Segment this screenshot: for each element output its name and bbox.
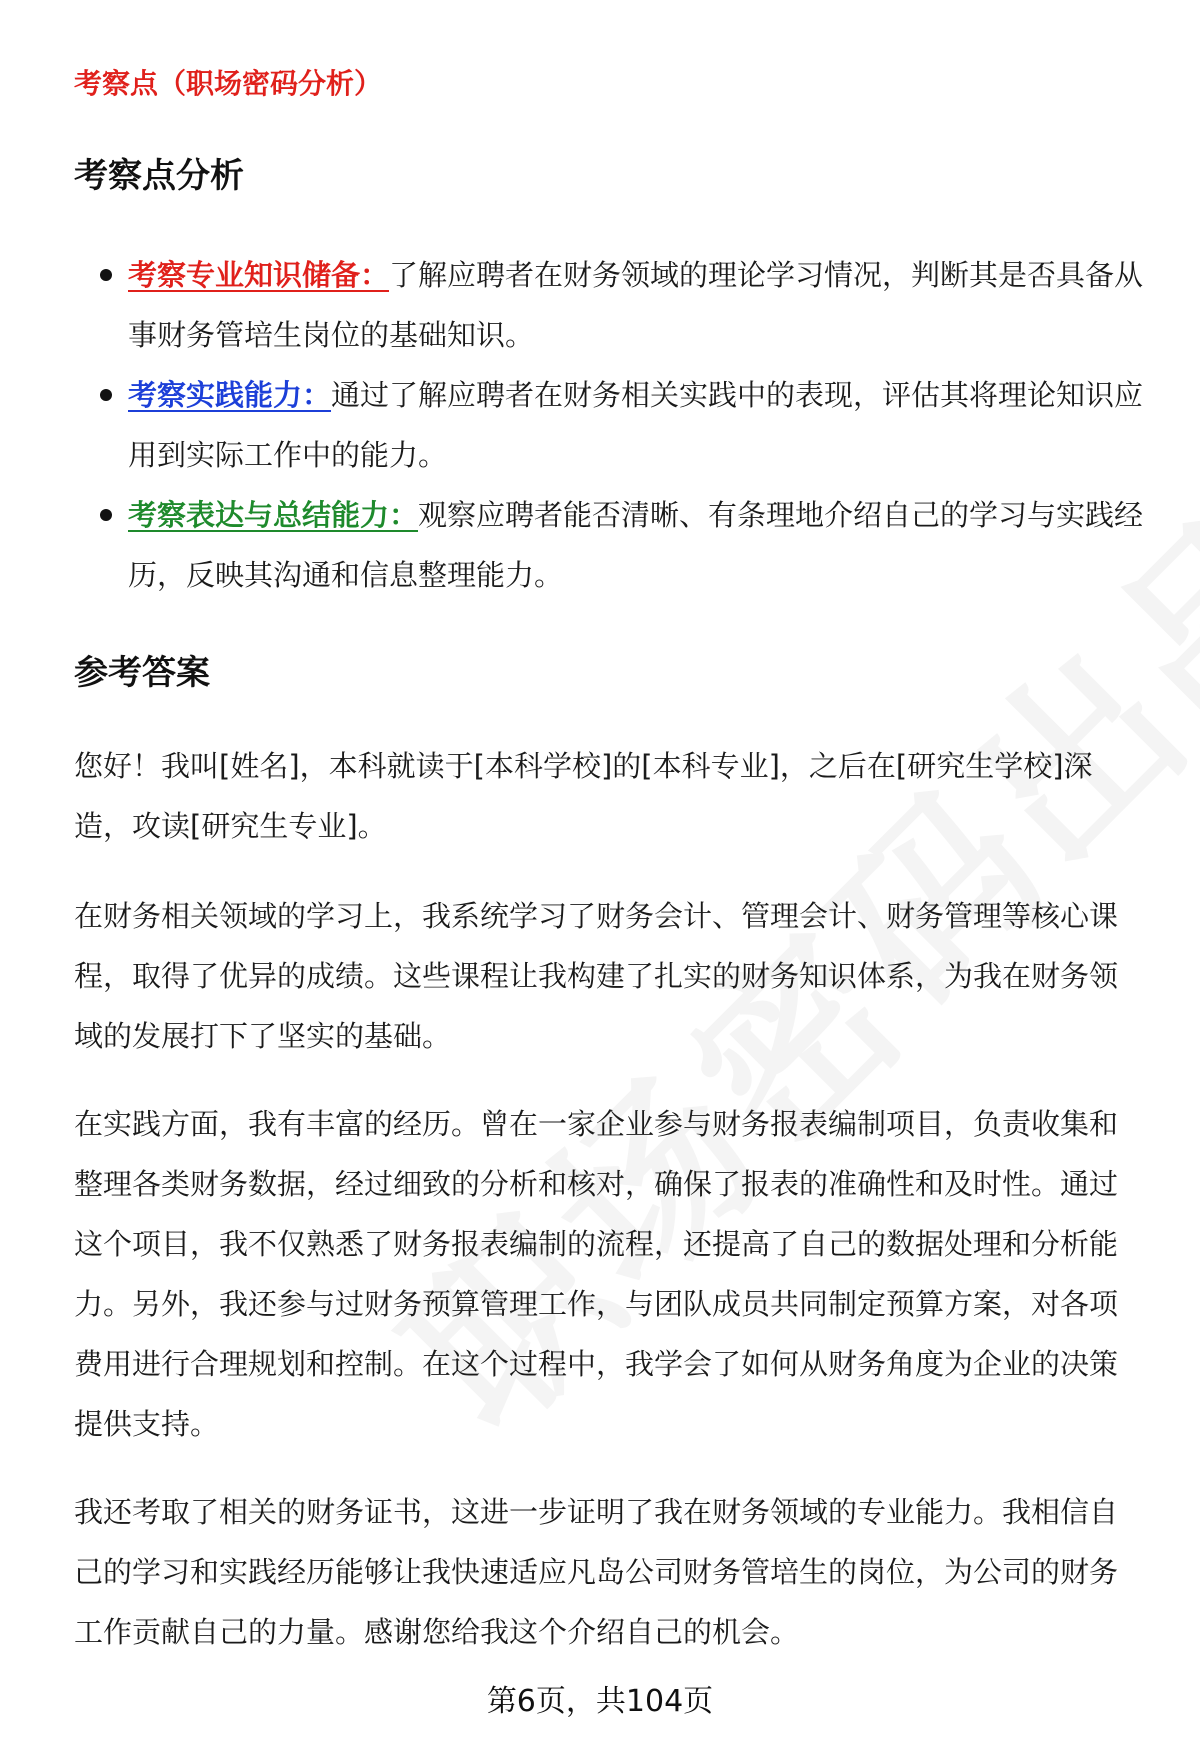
- bullet-dot-icon: [100, 389, 112, 401]
- analysis-list: [74, 245, 1146, 605]
- section-tag: 考察点（职场密码分析）: [74, 67, 383, 100]
- answer-paragraph: 在实践方面，我有丰富的经历。曾在一家企业参与财务报表编制项目，负责收集和整理各类财务数据，经过细致的分析和核对，确保了报表的准确性和及时性。通过这个项目，我不仅熟悉了财务报表编制的流程，还提高了自己的数据处理和分析能力。另外，我还参与过财务预算管理工作，与团队成员共同制定预算方案，对各项费用进行合理规划和控制。在这个过程中，我学会了如何从财务角度为企业的决策提供支持。: [74, 1107, 1119, 1441]
- analysis-heading: 考察点分析: [74, 156, 244, 196]
- analysis-text: 通过了解应聘者在财务相关实践中的表现，评估其将理论知识应用到实际工作中的能力。: [128, 378, 1144, 472]
- analysis-keyword: 考察专业知识储备：: [128, 258, 390, 292]
- analysis-text: 了解应聘者在财务领域的理论学习情况，判断其是否具备从事财务管培生岗位的基础知识。: [128, 258, 1144, 352]
- analysis-item: [74, 485, 1146, 605]
- answer-paragraph: 在财务相关领域的学习上，我系统学习了财务会计、管理会计、财务管理等核心课程，取得了优异的成绩。这些课程让我构建了扎实的财务知识体系，为我在财务领域的发展打下了坚实的基础。: [74, 899, 1119, 1053]
- answer-paragraph: 我还考取了相关的财务证书，这进一步证明了我在财务领域的专业能力。我相信自己的学习和实践经历能够让我快速适应凡岛公司财务管培生的岗位，为公司的财务工作贡献自己的力量。感谢您给我这个介绍自己的机会。: [74, 1495, 1119, 1649]
- analysis-item: [74, 245, 1146, 365]
- analysis-item: [74, 365, 1146, 485]
- answer-paragraph: 您好！我叫[姓名]，本科就读于[本科学校]的[本科专业]，之后在[研究生学校]深造，攻读[研究生专业]。: [74, 749, 1093, 843]
- analysis-keyword: 考察实践能力：: [128, 378, 332, 412]
- analysis-keyword: 考察表达与总结能力：: [128, 498, 419, 532]
- bullet-dot-icon: [100, 509, 112, 521]
- page-indicator: 第6页，共104页: [486, 1684, 714, 1719]
- answer-heading: 参考答案: [74, 653, 210, 693]
- analysis-text: 观察应聘者能否清晰、有条理地介绍自己的学习与实践经历，反映其沟通和信息整理能力。: [128, 498, 1144, 592]
- bullet-dot-icon: [100, 269, 112, 281]
